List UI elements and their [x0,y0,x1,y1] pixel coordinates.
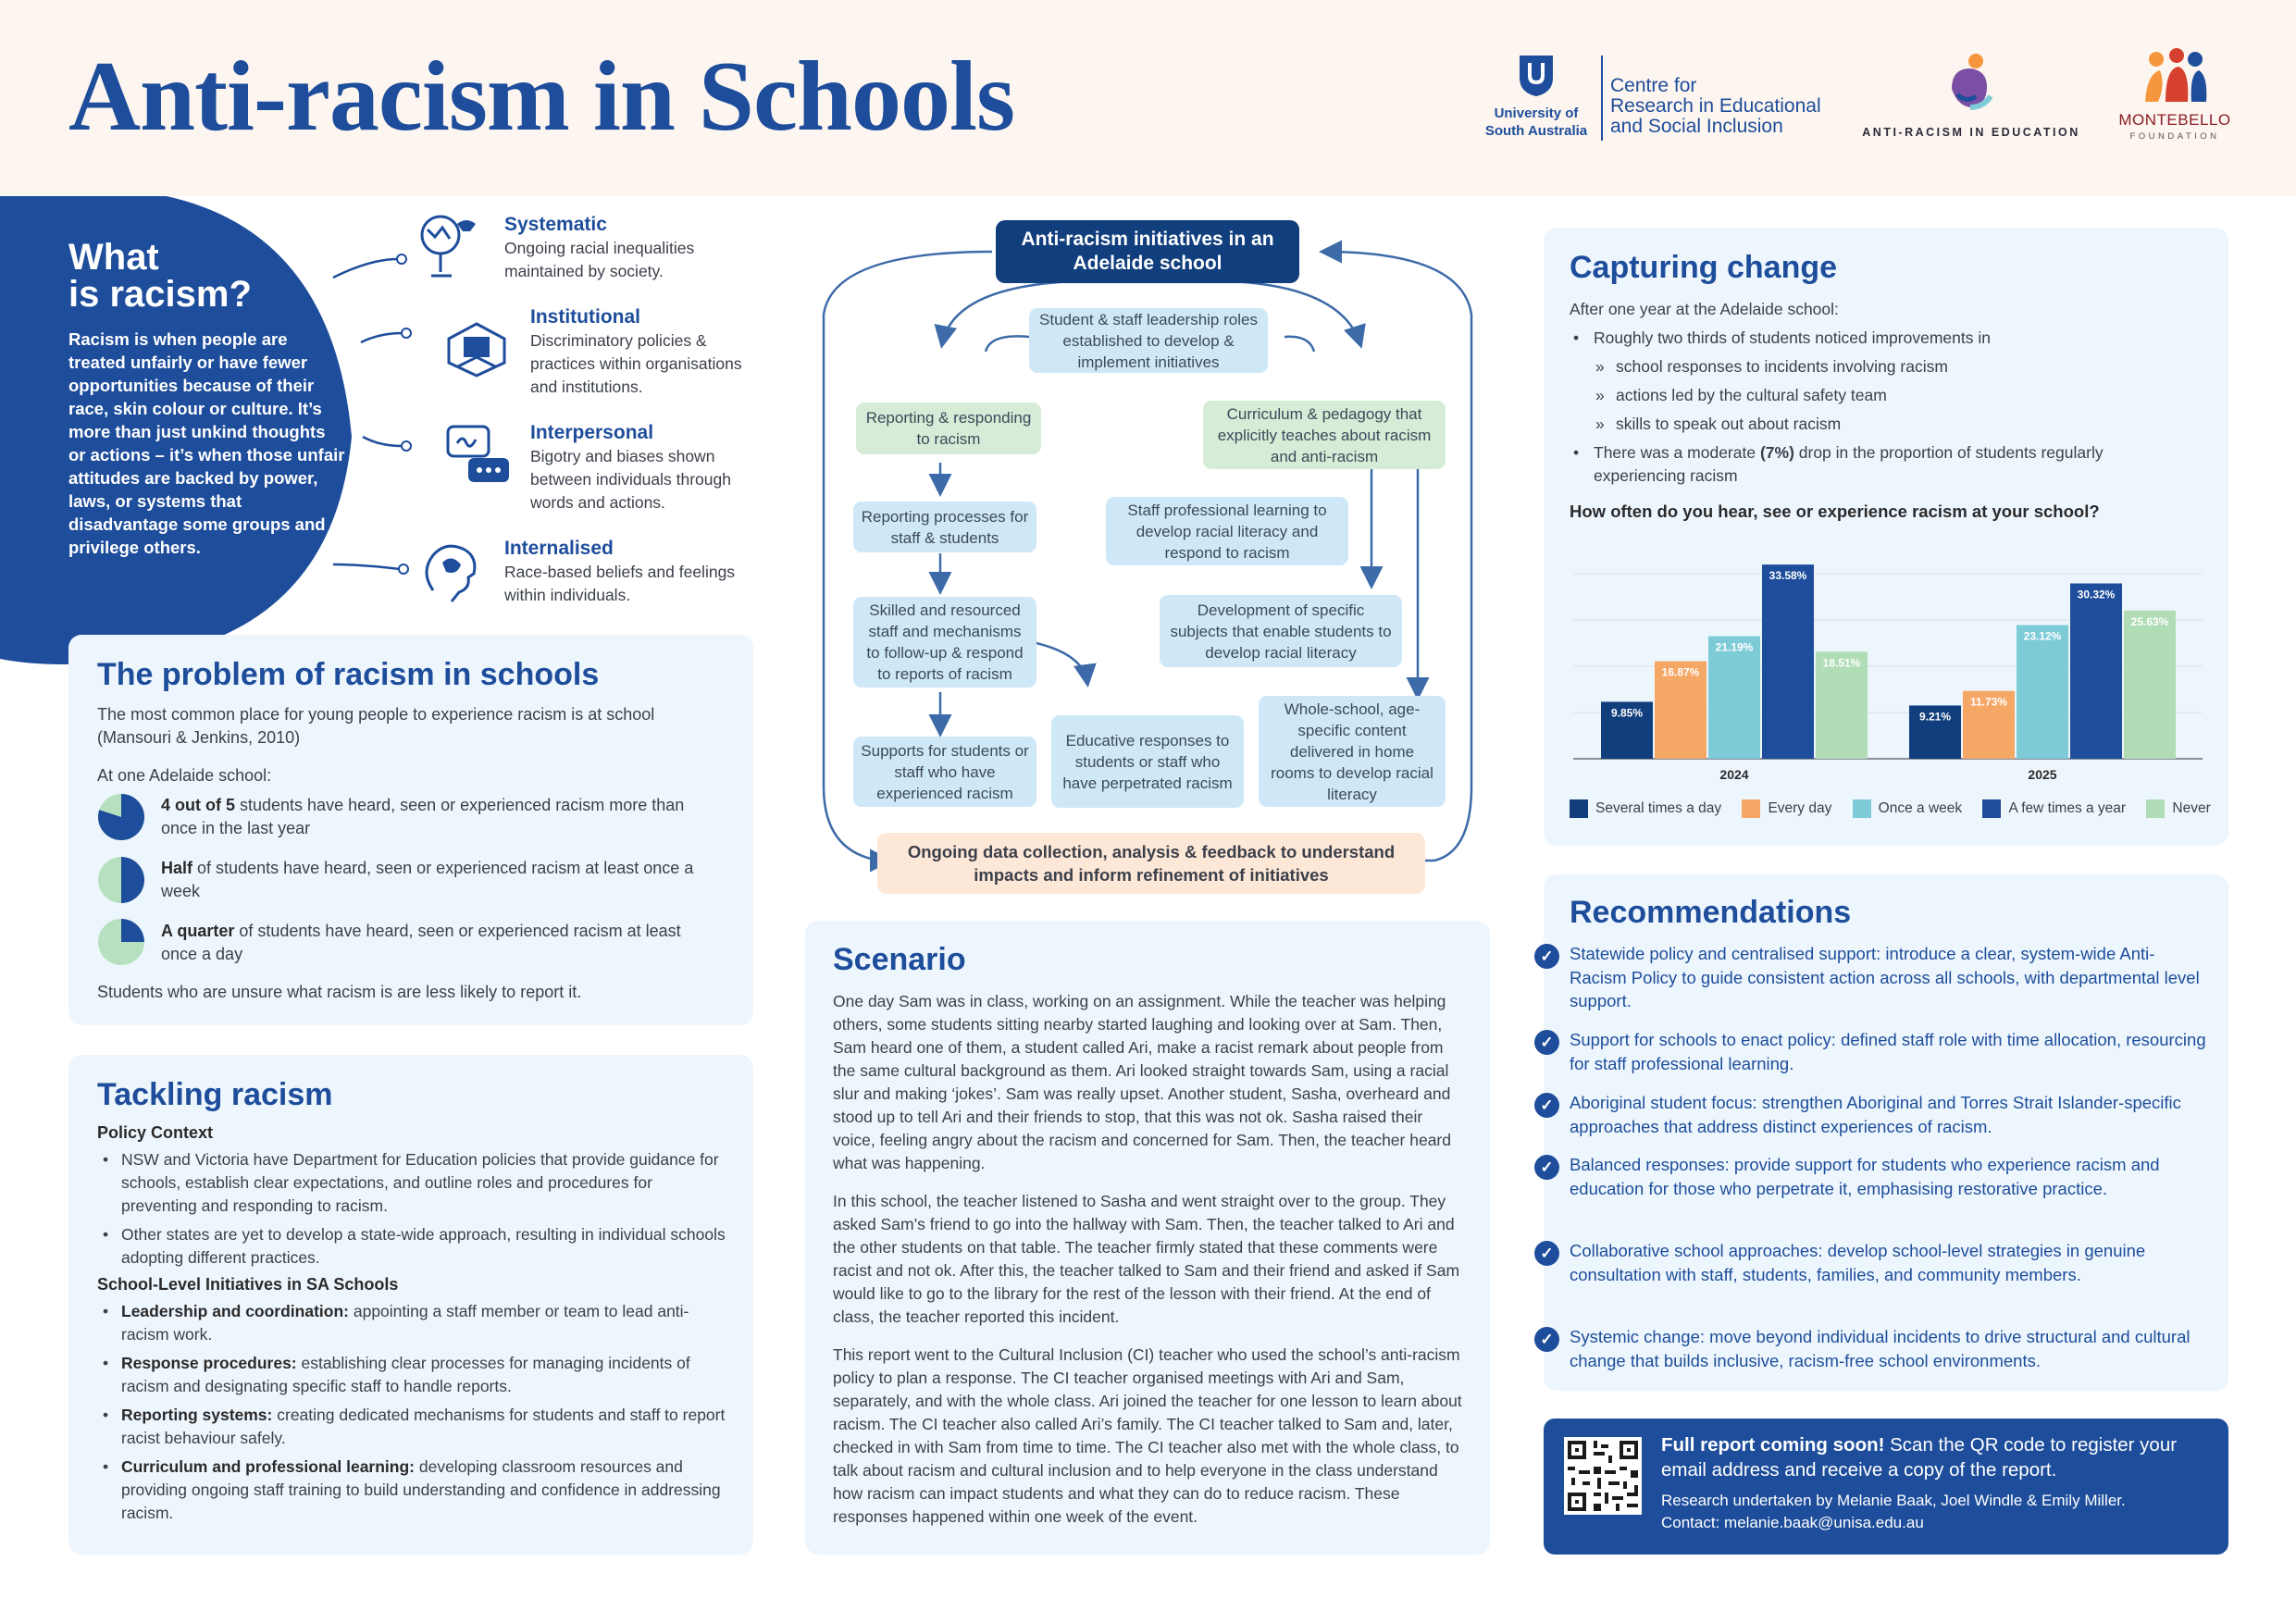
flow-educative: Educative responses to students or staff who have perpetrated racism [1051,715,1244,808]
capturing-sub-text: actions led by the cultural safety team [1616,386,1887,404]
institutional-icon [440,311,514,385]
recommendations-title: Recommendations [1570,895,1852,930]
stat-half-text: of students have heard, seen or experienced racism at least once a week [161,859,694,900]
capturing-sub-text: skills to speak out about racism [1616,415,1842,433]
legend-label: Every day [1768,800,1832,817]
initiative-item [97,1456,726,1525]
bar-never-2025 [2124,611,2176,759]
type-systematic-title: Systematic [504,214,607,235]
capturing-bullet-text: Roughly two thirds of students noticed improvements in [1594,328,1991,347]
initiative-bold: Reporting systems: [121,1406,273,1424]
x-tick-label: 2025 [2028,767,2057,782]
capturing-title: Capturing change [1570,250,1838,285]
centre-line1: Centre for [1610,75,1697,96]
centre-logo-text [1610,76,1821,137]
page-title: Anti-racism in Schools [68,42,1015,152]
type-internalised-desc: Race-based beliefs and feelings within individuals. [504,563,736,604]
tackling-body [97,1123,726,1530]
what-title [68,239,252,313]
capturing-b2-pre: There was a moderate [1594,443,1760,462]
legend-item [2146,800,2210,816]
recommendation-text: Aboriginal student focus: strengthen Aboriginal and Torres Strait Islander-specific approaches that address distinct experiences of racism. [1570,1093,2181,1136]
legend-item [1853,800,1962,816]
are-text: ANTI-RACISM IN EDUCATION [1862,126,2080,139]
scenario-paragraph: This report went to the Cultural Inclusion (CI) teacher who used the school’s anti-racism policy to plan a response. The CI teacher organised meetings with Ari and Sam, separately, and with the whole class. Ari joined the teacher for one lesson to learn about racism. The CI teacher also called Ari’s family. The CI teacher talked to Sam and, later, checked in with Sam from time to time. The CI teacher also met with the whole class, to talk about racism and cultural inclusion and to help everyone in the class understand how racism can impact students and what they can do to reduce racism. These responses happened within one week of the event. [833,1345,1462,1526]
internalised-icon [415,535,489,609]
problem-at-school: At one Adelaide school: [97,766,272,785]
flow-whole-school: Whole-school, age-specific content delivered in home rooms to develop racial literacy [1259,696,1446,807]
scenario-body [833,990,1464,1529]
bar-data-label: 9.85% [1610,706,1644,720]
stat-4-of-5-bold: 4 out of 5 [161,796,235,814]
what-body: Racism is when people are treated unfairly or have fewer opportunities because of their race, skin colour or culture. It’s more than just unkind thoughts or actions – it’s when those unfair attitudes are backed by power, laws, or systems that disadvantage some groups and privilege others. [68,329,345,557]
recommendation-item [1540,1239,2208,1286]
stat-half-bold: Half [161,859,193,877]
legend-swatch [1853,799,1871,818]
recommendation-item [1540,1091,2208,1138]
capturing-sub [1570,355,2199,378]
recommendation-text: Statewide policy and centralised support: introduce a clear, system-wide Anti-Racism Policy to guide consistent action across all schools, with departmental level support. [1570,944,2200,1010]
flow-bottom-node: Ongoing data collection, analysis & feedback to understand impacts and inform refinement of initiatives [877,833,1425,894]
bar-a-few-times-a-year-2024 [1762,564,1814,759]
bullet-dot: • [1573,328,1580,347]
bar-once-a-week-2024 [1708,637,1760,759]
legend-label: Several times a day [1595,800,1722,817]
bar-data-label: 16.87% [1661,665,1700,679]
stat-4-of-5-text: students have heard, seen or experienced racism more than once in the last year [161,796,685,837]
recommendation-item [1540,942,2208,1013]
recommendation-item [1540,1153,2208,1200]
capturing-sub-text: school responses to incidents involving racism [1616,357,1948,376]
interpersonal-icon [442,421,516,495]
bar-chart [1564,541,2212,791]
recommendation-text: Support for schools to enact policy: defined staff role with time allocation, resourcing for staff professional learning. [1570,1030,2206,1073]
policy-context-heading: Policy Context [97,1123,214,1142]
recommendation-text: Systemic change: move beyond individual incidents to drive structural and cultural change that builds inclusive, racism-free school environments. [1570,1327,2191,1370]
policy-item: • NSW and Victoria have Department for Education policies that provide guidance for schools, establish clear expectations, and outline roles and procedures for preventing and responding to racism. [97,1148,726,1218]
report-contact[interactable]: Contact: melanie.baak@unisa.edu.au [1661,1514,1924,1531]
legend-item [1570,800,1721,816]
unisa-shield-icon [1518,54,1555,98]
scenario-paragraph: One day Sam was in class, working on an assignment. While the teacher was helping others, some students sitting nearby started laughing and looking over at Sam. Then, Sam heard one of them, a student called Ari, make a racist remark about people from the same cultural background as them. Ari looked straight towards Sam, using a racial slur and making ‘jokes’. Sam was really upset. Another student, Sasha, overheard and stood up to tell Ari and their friends to stop, that this was not ok. Sasha raised their voice, feeling angry about the racism and concerned for Sam. Then, the teacher heard what was happening. [833,992,1451,1172]
legend-label: Never [2172,800,2211,817]
type-interpersonal-title: Interpersonal [530,422,654,443]
legend-item [1982,800,2126,816]
capturing-bullet [1570,441,2199,488]
flow-curriculum: Curriculum & pedagogy that explicitly teaches about racism and anti-racism [1203,401,1446,469]
chart-title: How often do you hear, see or experience racism at your school? [1570,502,2100,521]
check-icon: ✓ [1534,1093,1559,1118]
recommendation-item [1540,1325,2208,1372]
report-main [1661,1432,2207,1482]
scenario-paragraph: In this school, the teacher listened to Sasha and went straight over to the group. They asked Sam’s friend to go into the hallway with Sam. Then, the teacher talked to Ari and the other students on that table. The teacher firmly stated that these comments were racist and not ok. After this, the teacher talked to Sam and their friend and asked if Sam would like to go to the library for the rest of the lesson with their friend. At the end of class, the teacher reported this incident. [833,1192,1460,1326]
centre-line3: and Social Inclusion [1610,116,1783,137]
legend-swatch [2146,799,2165,818]
bar-once-a-week-2025 [2017,626,2068,760]
unisa-logo [1481,54,1592,146]
type-internalised-title: Internalised [504,538,614,559]
are-figure-icon [1939,52,2004,117]
what-title-line1: What [68,237,159,278]
report-text [1661,1432,2207,1534]
check-icon: ✓ [1534,1155,1559,1180]
policy-item: • Other states are yet to develop a state-wide approach, resulting in individual schools adopting different practices. [97,1223,726,1270]
bar-data-label: 21.19% [1715,640,1754,654]
types-connectors [305,231,426,601]
legend-swatch [1570,799,1588,818]
unisa-line2: South Australia [1484,123,1588,139]
flow-leadership: Student & staff leadership roles established to develop & implement initiatives [1029,308,1268,373]
bar-data-label: 9.21% [1918,710,1952,724]
systematic-icon [415,211,489,285]
capturing-bullet [1570,327,2199,350]
bar-data-label: 25.63% [2130,614,2169,628]
check-icon: ✓ [1534,1241,1559,1266]
flow-staff-learning: Staff professional learning to develop racial literacy and respond to racism [1106,497,1348,565]
legend-label: A few times a year [2008,800,2127,817]
initiative-bold: Response procedures: [121,1354,297,1372]
centre-line2: Research in Educational [1610,95,1821,117]
recommendation-text: Collaborative school approaches: develop school-level strategies in genuine consultation with staff, students, families, and community members. [1570,1241,2146,1284]
type-systematic-desc: Ongoing racial inequalities maintained by society. [504,239,695,280]
pie-4-of-5 [97,793,145,841]
pie-quarter [97,918,145,966]
flow-supports: Supports for students or staff who have experienced racism [853,737,1036,807]
type-institutional-title: Institutional [530,306,640,328]
problem-title: The problem of racism in schools [97,657,600,692]
initiative-text: developing classroom resources and providing ongoing staff training to build understanding and confidence in addressing racism. [121,1457,721,1522]
montebello-people-icon [2138,48,2212,105]
chart-legend [1570,799,2217,818]
capturing-sub [1570,413,2199,436]
initiative-bold: Leadership and coordination: [121,1302,349,1320]
recommendation-text: Balanced responses: provide support for students who experience racism and education for those who perpetrate it, emphasising restorative practice. [1570,1155,2160,1198]
problem-note: Students who are unsure what racism is are less likely to report it. [97,983,582,1001]
legend-swatch [1982,799,2001,818]
stat-half [161,857,716,903]
capturing-body [1570,298,2199,488]
montebello-sub: FOUNDATION [2129,131,2220,142]
policy-list [97,1148,726,1270]
recommendation-item [1540,1028,2208,1075]
check-icon: ✓ [1534,1327,1559,1352]
stat-quarter [161,920,716,966]
initiative-text: appointing a staff member or team to lead anti-racism work. [121,1302,689,1344]
legend-label: Once a week [1878,800,1963,817]
type-institutional-desc: Discriminatory policies & practices within organisations and institutions. [530,331,742,396]
flow-top-node: Anti-racism initiatives in an Adelaide school [996,220,1299,283]
sub-arrow: » [1595,357,1605,376]
type-internalised [504,537,736,607]
type-institutional [530,305,771,399]
montebello-name: MONTEBELLO [2118,111,2231,129]
stat-4-of-5 [161,794,716,840]
qr-code-icon[interactable] [1564,1437,1642,1515]
report-rest: Scan the QR code to register your email address and receive a copy of the report. [1661,1434,2178,1481]
report-bold: Full report coming soon! [1661,1434,1885,1456]
problem-intro: The most common place for young people to experience racism is at school (Mansouri & Jenkins, 2010) [97,705,655,747]
legend-item [1742,800,1831,816]
bullet-dot: • [1573,443,1580,462]
stat-quarter-text: of students have heard, seen or experienced racism at least once a day [161,922,681,963]
capturing-b2-post: drop in the proportion of students regularly experiencing racism [1594,443,2104,485]
initiative-bold: Curriculum and professional learning: [121,1457,415,1476]
stat-quarter-bold: A quarter [161,922,235,940]
capturing-sub [1570,384,2199,407]
initiative-text: establishing clear processes for managing incidents of racism and designating specific staff to handle reports. [121,1354,690,1395]
tackling-title: Tackling racism [97,1077,333,1112]
bar-data-label: 30.32% [2077,588,2116,601]
scenario-title: Scenario [833,942,966,977]
unisa-line1: University of [1494,105,1579,121]
type-interpersonal [530,421,771,514]
report-research: Research undertaken by Melanie Baak, Joel Windle & Emily Miller. [1661,1492,2126,1509]
capturing-intro: After one year at the Adelaide school: [1570,300,1839,318]
bar-data-label: 11.73% [1969,695,2008,709]
pie-half [97,856,145,904]
bar-a-few-times-a-year-2025 [2070,584,2122,760]
initiative-item [97,1352,726,1398]
initiative-item [97,1300,726,1346]
school-initiatives-heading: School-Level Initiatives in SA Schools [97,1275,399,1294]
sub-arrow: » [1595,386,1605,404]
what-title-line2: is racism? [68,274,252,315]
bar-data-label: 23.12% [2023,629,2062,643]
anti-racism-education-logo [1860,52,2082,144]
type-systematic [504,213,726,283]
check-icon: ✓ [1534,944,1559,969]
initiative-text: creating dedicated mechanisms for students and staff to report racist behaviour safely. [121,1406,726,1447]
x-tick-label: 2024 [1719,767,1749,782]
bar-data-label: 18.51% [1822,656,1861,670]
montebello-logo [2115,48,2235,150]
flow-reporting: Reporting & responding to racism [856,403,1041,454]
logo-divider [1601,56,1603,141]
capturing-b2-bold: (7%) [1759,443,1794,462]
sub-arrow: » [1595,415,1605,433]
legend-swatch [1742,799,1760,818]
school-initiatives-list [97,1300,726,1525]
check-icon: ✓ [1534,1030,1559,1055]
bar-data-label: 33.58% [1769,569,1807,583]
flow-skilled: Skilled and resourced staff and mechanisms to follow-up & respond to reports of racism [853,597,1036,688]
type-interpersonal-desc: Bigotry and biases shown between individuals through words and actions. [530,447,731,512]
flow-subjects: Development of specific subjects that enable students to develop racial literacy [1160,595,1402,667]
flow-processes: Reporting processes for staff & students [853,502,1036,552]
initiative-item [97,1404,726,1450]
